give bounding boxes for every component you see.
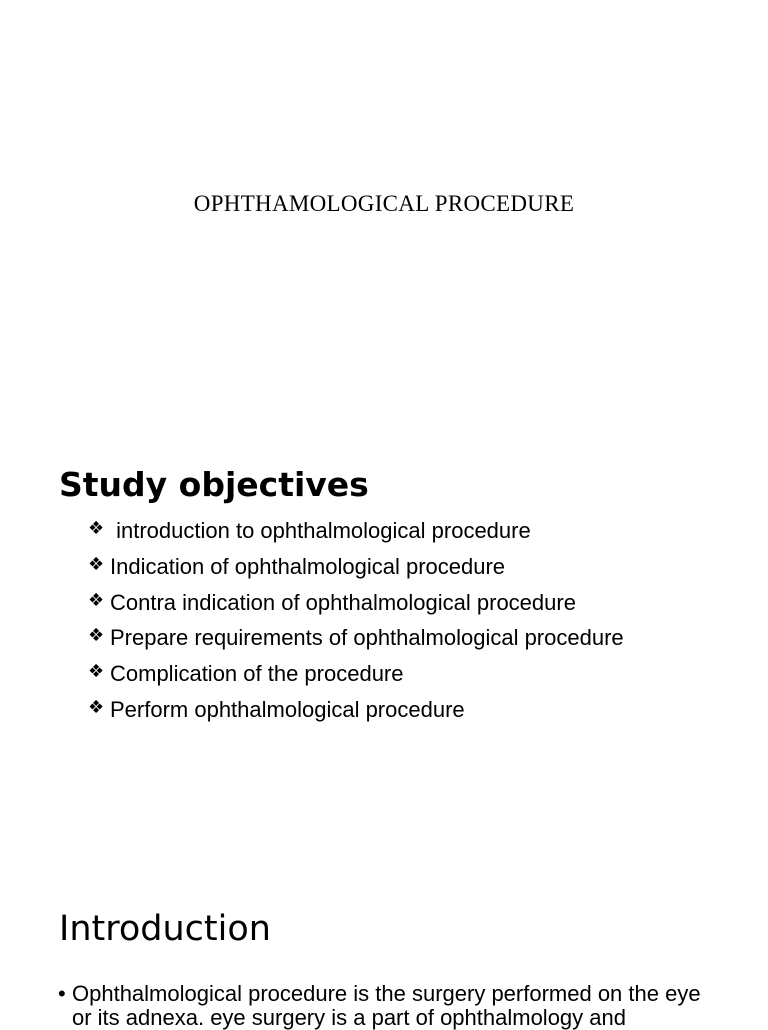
introduction-text: Ophthalmological procedure is the surgery performed on the eye or its adnexa. eye surgery is a part of ophthalmology and [72, 981, 701, 1030]
document-title: OPHTHAMOLOGICAL PROCEDURE [193, 191, 575, 216]
list-item-text: introduction to ophthalmological procedure [110, 518, 531, 543]
list-item [88, 516, 624, 552]
introduction-heading: Introduction [59, 909, 271, 949]
diamond-bullet-icon: ❖ [88, 518, 105, 539]
list-item-text: Prepare requirements of ophthalmological procedure [110, 625, 624, 651]
diamond-bullet-icon: ❖ [88, 696, 105, 718]
list-item [88, 623, 624, 659]
list-item-text: Perform ophthalmological procedure [110, 696, 465, 722]
list-item-text: Contra indication of ophthalmological procedure [110, 589, 576, 615]
diamond-bullet-icon: ❖ [88, 625, 105, 647]
list-item [88, 695, 624, 731]
diamond-bullet-icon: ❖ [88, 589, 105, 611]
diamond-bullet-icon: ❖ [88, 553, 105, 575]
list-item [88, 659, 624, 695]
objectives-list [88, 516, 624, 731]
list-item [88, 552, 624, 588]
introduction-paragraph [58, 982, 718, 1030]
list-item [88, 588, 624, 624]
list-item-text: Indication of ophthalmological procedure [110, 553, 506, 579]
title-slide [0, 0, 768, 420]
diamond-bullet-icon: ❖ [88, 661, 105, 683]
objectives-slide [0, 440, 768, 780]
introduction-slide [0, 890, 768, 1030]
list-item-text: Complication of the procedure [110, 661, 404, 687]
objectives-heading: Study objectives [59, 465, 369, 504]
bullet-dot-icon: • [58, 981, 66, 1006]
